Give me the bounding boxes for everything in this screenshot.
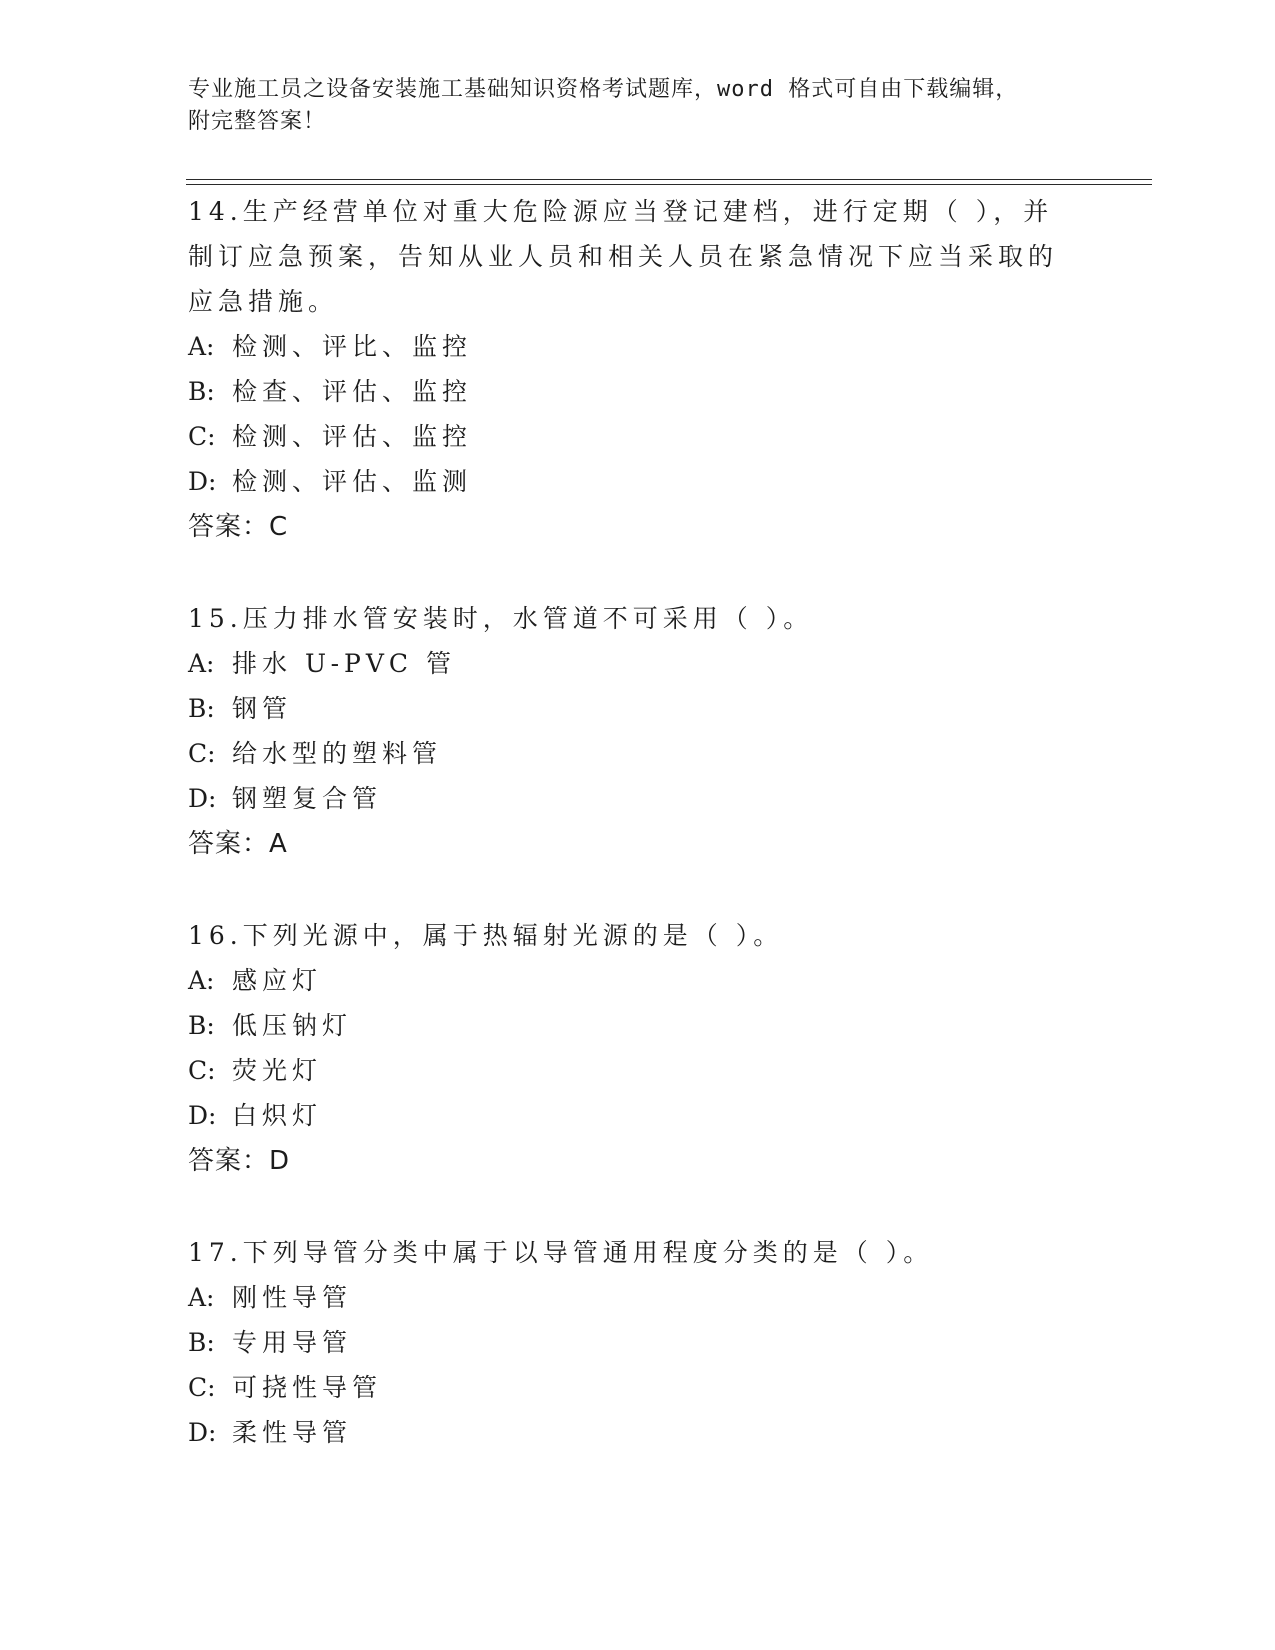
option-a: [188, 1275, 1068, 1320]
option-text: 柔性导管: [232, 1418, 353, 1447]
option-text: 感应灯: [232, 966, 323, 995]
option-key: C:: [188, 739, 216, 768]
option-text: 白炽灯: [232, 1101, 323, 1130]
option-text: 检查、评估、监控: [232, 377, 473, 406]
header-line-2: 附完整答案！: [188, 109, 327, 134]
option-key: C:: [188, 422, 216, 451]
option-c: [188, 414, 1068, 459]
option-d: [188, 1410, 1068, 1455]
option-text: 专用导管: [232, 1328, 353, 1357]
option-b: [188, 1320, 1068, 1365]
option-text: 钢塑复合管: [232, 784, 383, 813]
question-stem: [188, 596, 1068, 641]
option-b: [188, 686, 1068, 731]
header-divider-top: [186, 179, 1152, 180]
option-key: B:: [188, 1011, 215, 1040]
option-d: [188, 1093, 1068, 1138]
answer-line: 答案：C: [188, 512, 289, 542]
answer-line: 答案：D: [188, 1146, 291, 1176]
option-a: [188, 324, 1068, 369]
option-text: 给水型的塑料管: [232, 739, 443, 768]
option-key: D:: [188, 1101, 217, 1130]
question-17: [188, 1230, 1068, 1455]
header-line-1: 专业施工员之设备安装施工基础知识资格考试题库，word 格式可自由下载编辑，: [188, 77, 1019, 102]
question-text: 下列光源中，属于热辐射光源的是（ ）。: [242, 921, 784, 950]
option-key: C:: [188, 1373, 216, 1402]
question-16: [188, 913, 1068, 1184]
question-15: [188, 596, 1068, 867]
option-key: D:: [188, 1418, 217, 1447]
question-stem: [188, 189, 1068, 324]
option-b: [188, 1003, 1068, 1048]
question-14: [188, 189, 1068, 550]
question-text: 生产经营单位对重大危险源应当登记建档，进行定期（ ），并制订应急预案，告知从业人员和相关人员在紧急情况下应当采取的应急措施。: [188, 197, 1059, 316]
option-a: [188, 958, 1068, 1003]
question-number: 15.: [188, 604, 243, 633]
option-key: B:: [188, 1328, 215, 1357]
option-text: 检测、评比、监控: [232, 332, 473, 361]
option-text: 低压钠灯: [232, 1011, 353, 1040]
question-text: 下列导管分类中属于以导管通用程度分类的是（ ）。: [242, 1238, 934, 1267]
option-text: 荧光灯: [232, 1056, 323, 1085]
option-key: A:: [188, 1283, 215, 1312]
option-c: [188, 1365, 1068, 1410]
option-text: 排水 U-PVC 管: [232, 649, 456, 678]
option-key: A:: [188, 649, 215, 678]
document-header: [188, 74, 1088, 138]
option-a: [188, 641, 1068, 686]
question-stem: [188, 1230, 1068, 1275]
header-divider-bottom: [186, 184, 1152, 185]
question-stem: [188, 913, 1068, 958]
option-key: D:: [188, 784, 217, 813]
question-text: 压力排水管安装时，水管道不可采用（ ）。: [242, 604, 814, 633]
option-key: A:: [188, 966, 215, 995]
answer-line: 答案：A: [188, 829, 288, 859]
question-number: 16.: [188, 921, 243, 950]
option-key: B:: [188, 377, 215, 406]
option-text: 钢管: [232, 694, 293, 723]
option-key: C:: [188, 1056, 216, 1085]
option-text: 可挠性导管: [232, 1373, 383, 1402]
option-text: 刚性导管: [232, 1283, 353, 1312]
option-c: [188, 731, 1068, 776]
question-number: 17.: [188, 1238, 243, 1267]
question-list: [188, 189, 1068, 1501]
option-key: D:: [188, 467, 217, 496]
option-text: 检测、评估、监测: [232, 467, 473, 496]
option-c: [188, 1048, 1068, 1093]
option-key: B:: [188, 694, 215, 723]
option-d: [188, 459, 1068, 504]
option-key: A:: [188, 332, 215, 361]
option-d: [188, 776, 1068, 821]
option-text: 检测、评估、监控: [232, 422, 473, 451]
option-b: [188, 369, 1068, 414]
question-number: 14.: [188, 197, 243, 226]
